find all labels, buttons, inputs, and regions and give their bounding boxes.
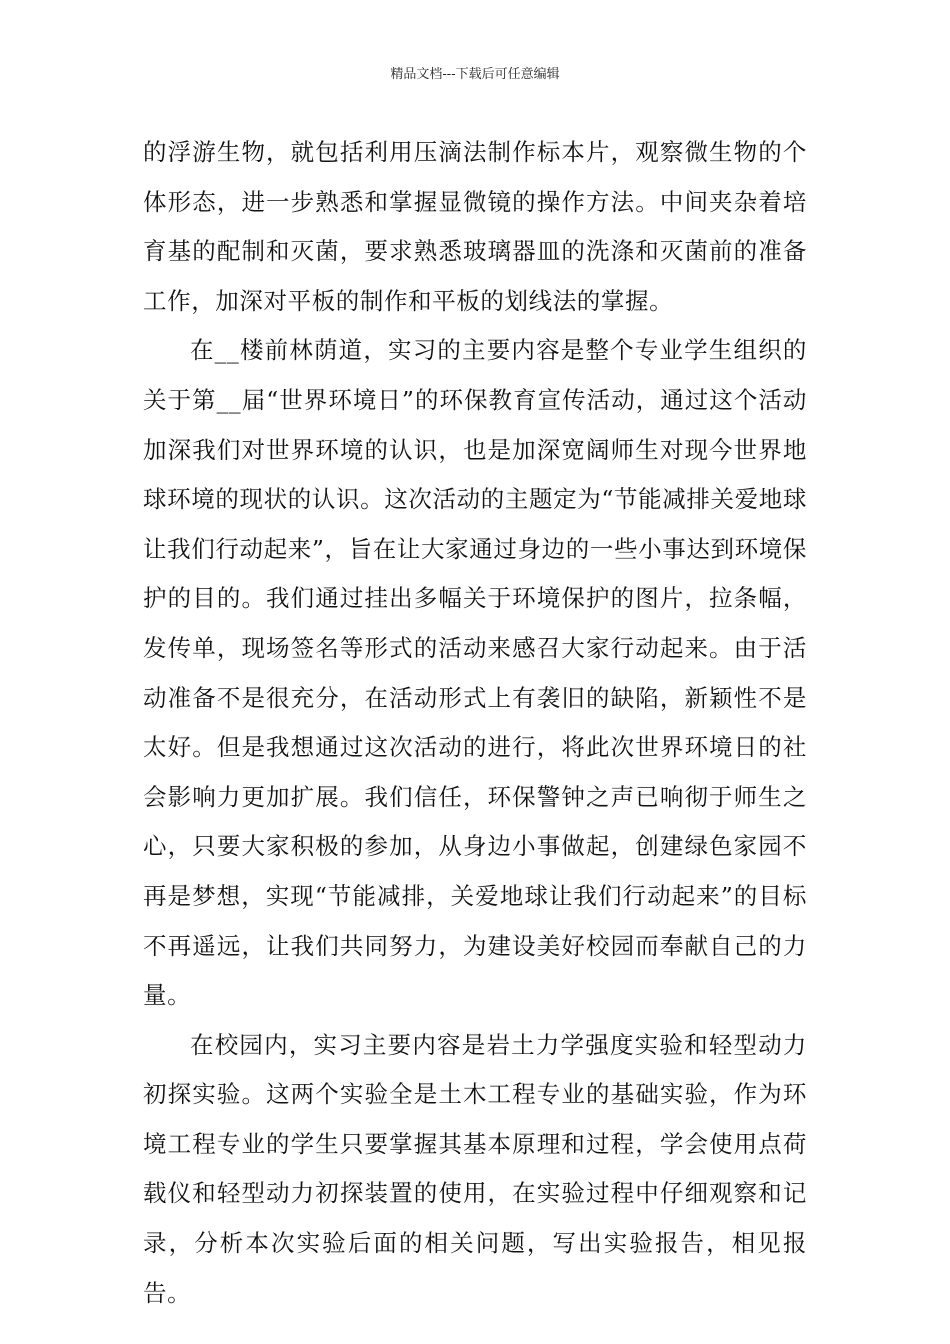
paragraph-campus-experiments: 在校园内，实习主要内容是岩土力学强度实验和轻型动力初探实验。这两个实验全是土木工程专业的基础实验，作为环境工程专业的学生只要掌握其基本原理和过程，学会使用点荷载仪和轻型动力初探装置的使用，在实验过程中仔细观察和记录，分析本次实验后面的相关问题，写出实验报告，相见报告。 xyxy=(143,1030,807,1307)
page-header: 精品文档---下载后可任意编辑 xyxy=(390,67,560,82)
document-body xyxy=(143,128,807,1318)
paragraph-environment-day-activity: 在__楼前林荫道，实习的主要内容是整个专业学生组织的关于第__届“世界环境日”的环保教育宣传活动，通过这个活动加深我们对世界环境的认识，也是加深宽阔师生对现今世界地球环境的现状的认识。这次活动的主题定为“节能减排关爱地球让我们行动起来”，旨在让大家通过身边的一些小事达到环境保护的目的。我们通过挂出多幅关于环境保护的图片，拉条幅，发传单，现场签名等形式的活动来感召大家行动起来。由于活动准备不是很充分，在活动形式上有袭旧的缺陷，新颖性不是太好。但是我想通过这次活动的进行，将此次世界环境日的社会影响力更加扩展。我们信任，环保警钟之声已响彻于师生之心，只要大家积极的参加，从身边小事做起，创建绿色家园不再是梦想，实现“节能减排，关爱地球让我们行动起来”的目标不再遥远，让我们共同努力，为建设美好校园而奉献自己的力量。 xyxy=(143,336,807,1010)
paragraph-continuation: 的浮游生物，就包括利用压滴法制作标本片，观察微生物的个体形态，进一步熟悉和掌握显微镜的操作方法。中间夹杂着培育基的配制和灭菌，要求熟悉玻璃器皿的洗涤和灭菌前的准备工作，加深对平板的制作和平板的划线法的掌握。 xyxy=(143,138,807,315)
